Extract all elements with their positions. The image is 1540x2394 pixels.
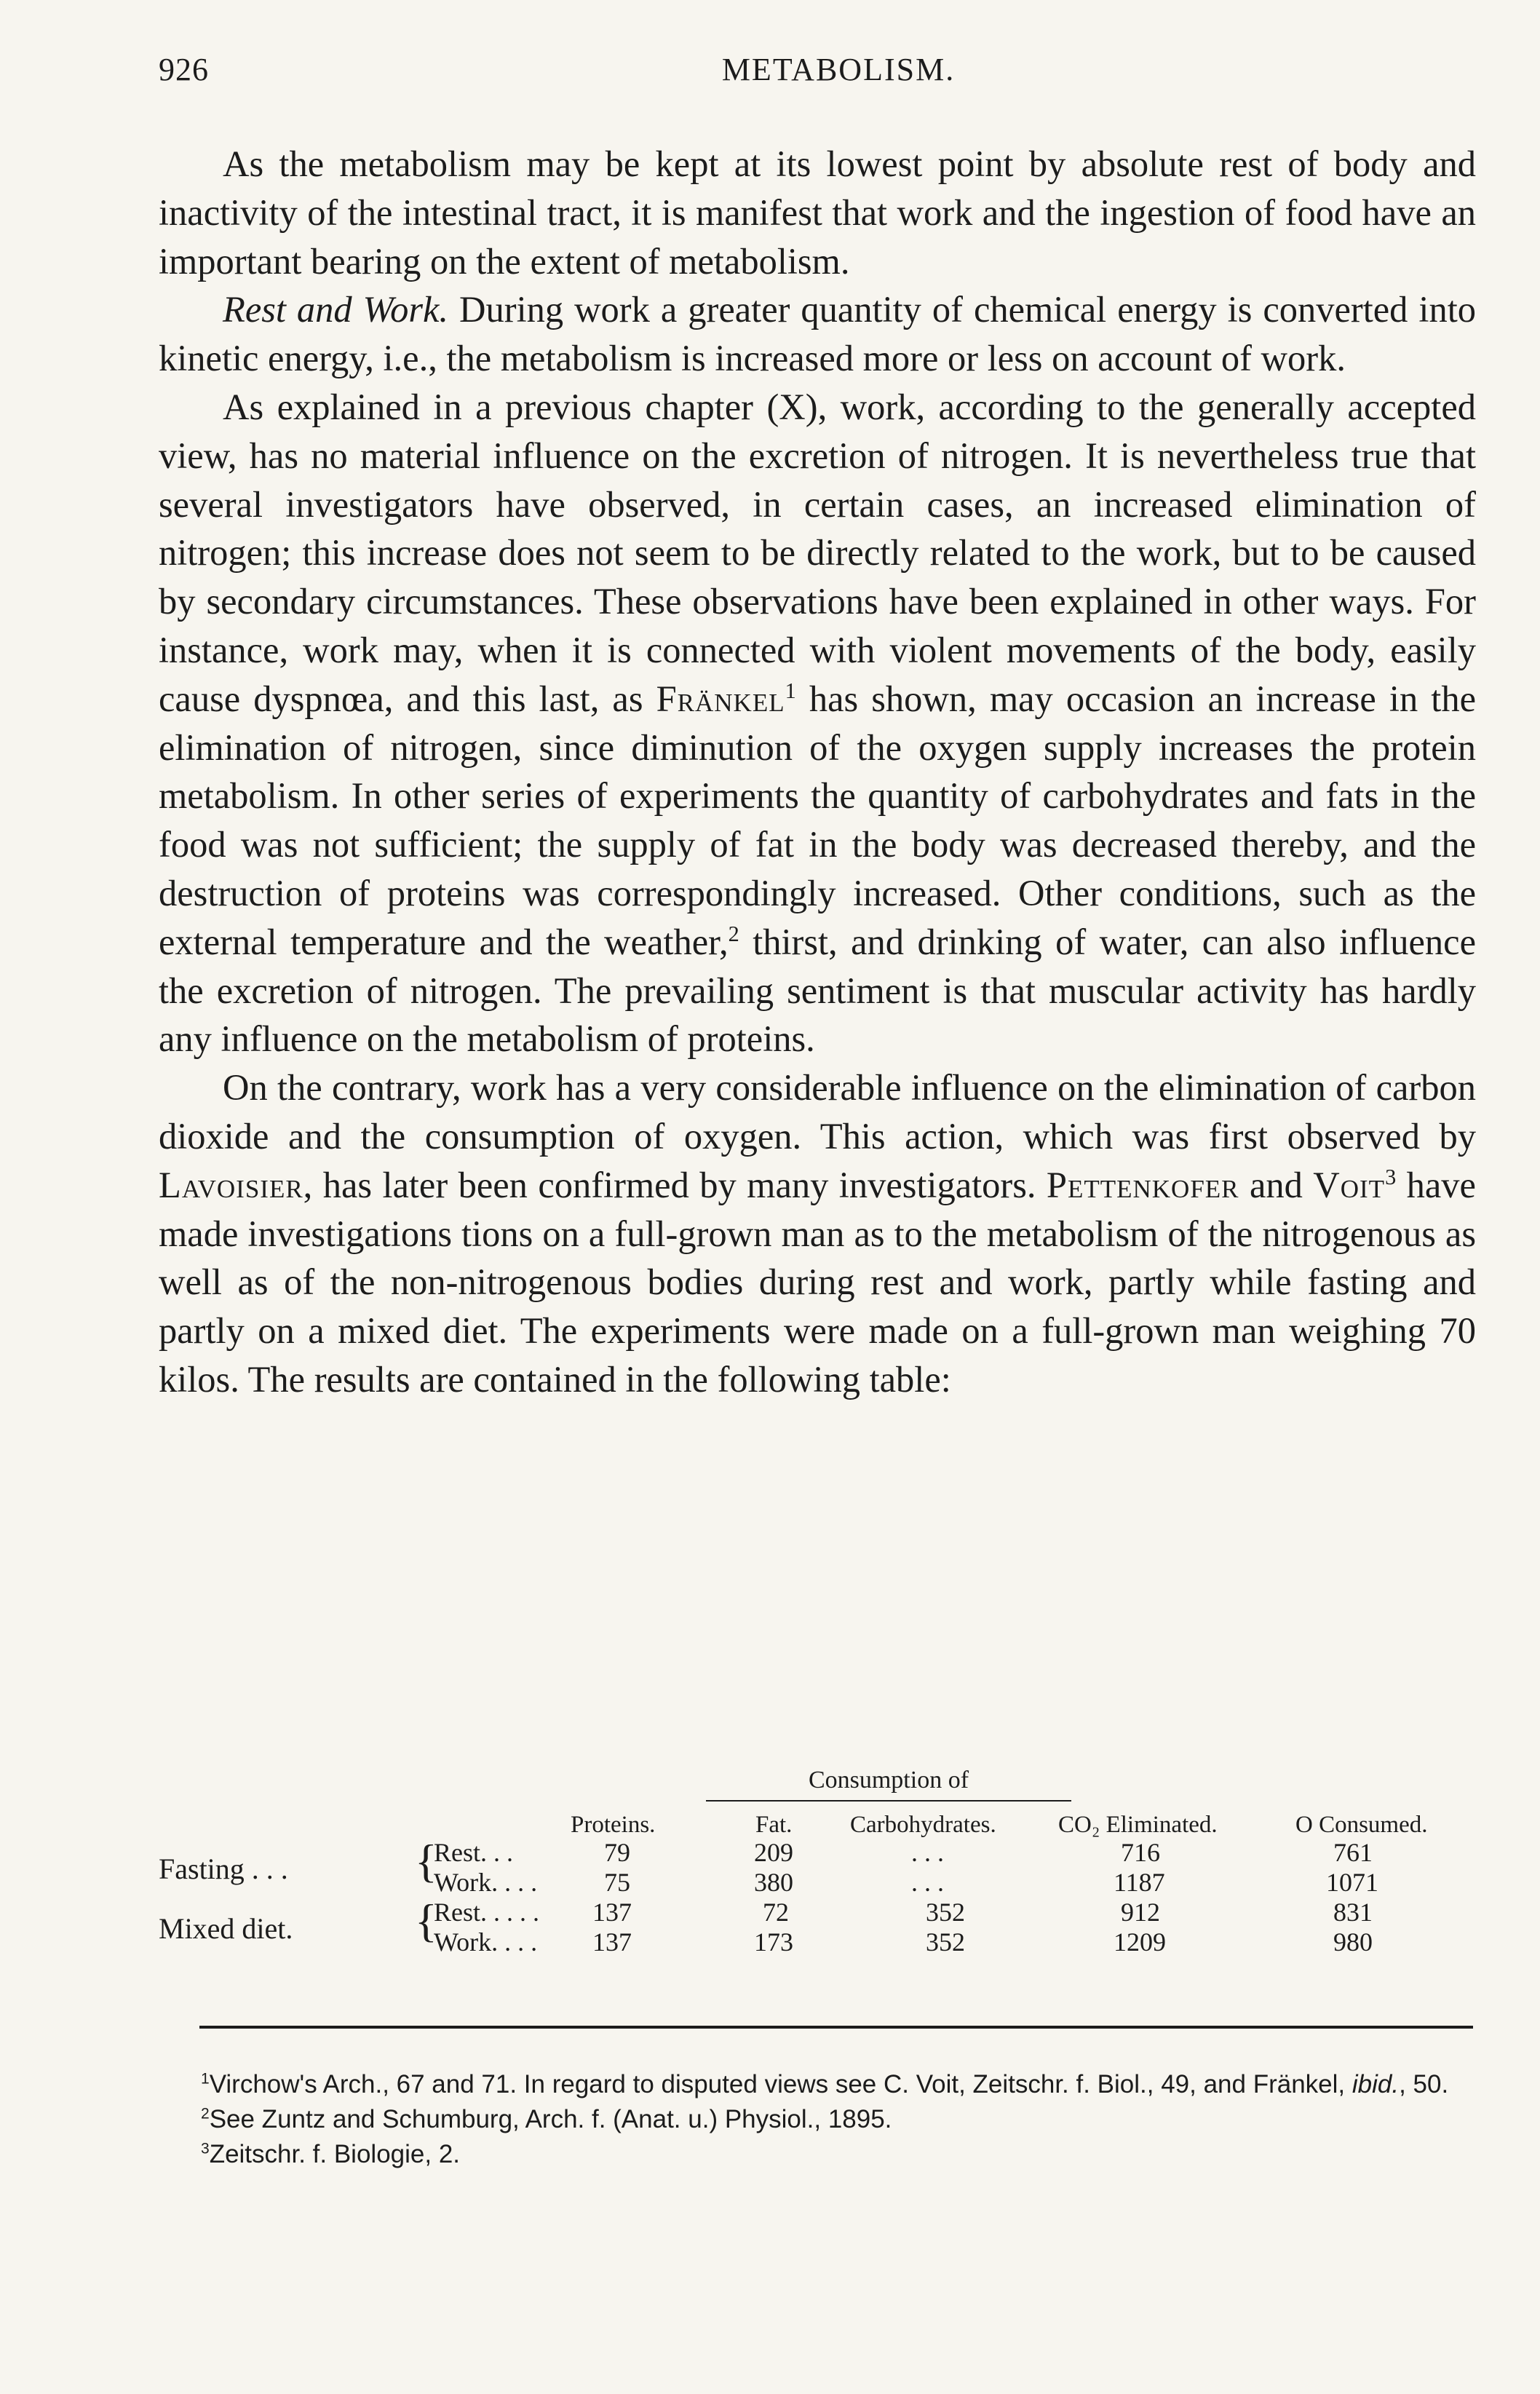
text: and	[1239, 1164, 1314, 1205]
column-header-co2: CO₂ Eliminated.	[1058, 1812, 1218, 1838]
cell-proteins: 79	[604, 1838, 630, 1867]
column-header-fat: Fat.	[755, 1812, 793, 1838]
cell-fat: 173	[754, 1927, 793, 1957]
footnote-number: 3	[201, 2140, 210, 2157]
column-header-carbohydrates: Carbohydrates.	[850, 1812, 996, 1838]
cell-co2: 1187	[1114, 1868, 1165, 1897]
text: Zeitschr. f. Biologie, 2.	[209, 2140, 461, 2168]
body-text	[159, 140, 1476, 1404]
footnote-ref: 2	[728, 921, 739, 946]
text: ibid.	[1352, 2070, 1400, 2098]
section-heading: Rest and Work.	[223, 289, 449, 330]
page-number: 926	[159, 52, 209, 87]
cell-co2: 1209	[1114, 1927, 1166, 1957]
page-header	[159, 51, 1431, 102]
cell-fat: 72	[763, 1898, 789, 1927]
cell-o2: 761	[1333, 1838, 1373, 1867]
cell-o2: 1071	[1326, 1868, 1378, 1897]
footnote	[159, 2137, 1476, 2172]
row-condition: Work. . . .	[434, 1927, 538, 1957]
cell-fat: 209	[754, 1838, 793, 1867]
footnote-ref: 3	[1385, 1164, 1397, 1189]
cell-proteins: 75	[604, 1868, 630, 1897]
brace: {	[415, 1895, 437, 1946]
author-name: Lavoisier	[159, 1164, 303, 1205]
cell-o2: 980	[1333, 1927, 1373, 1957]
cell-carbohydrates: 352	[926, 1927, 965, 1957]
text: On the contrary, work has a very considerable influence on the elimination of carbon dioxide and the consumption of oxygen. This action, which was first observed by	[159, 1067, 1476, 1157]
paragraph	[159, 1063, 1476, 1404]
row-condition: Work. . . .	[434, 1868, 538, 1897]
text: thirst, and drinking of water, can also influence the excretion of nitrogen. The prevailing sentiment is that muscular activity has hardly any influence on the metabolism of proteins.	[159, 921, 1477, 1060]
cell-co2: 912	[1121, 1898, 1160, 1927]
cell-carbohydrates: . . .	[911, 1838, 944, 1867]
text: As explained in a previous chapter (X), work, according to the generally accepted view, has no material influence on the excretion of nitrogen. It is nevertheless true that several investigators have observed, in certain cases, an increased elimination of nitrogen; this increase does not seem to be directly related to the work, but to be caused by secondary circumstances. These observations have been explained in other ways. For instance, work may, when it is connected with violent movements of the body, easily cause dyspnœa, and this last, as	[159, 386, 1476, 719]
cell-carbohydrates: . . .	[911, 1868, 944, 1897]
author-name: Voit	[1313, 1164, 1386, 1205]
column-header-proteins: Proteins.	[571, 1812, 656, 1838]
paragraph	[159, 140, 1476, 285]
footnote-number: 2	[201, 2105, 210, 2123]
footnote-rule	[199, 2026, 1473, 2029]
text: Virchow's Arch., 67 and 71. In regard to disputed views see C. Voit, Zeitschr. f. Biol., 49, and Fränkel,	[209, 2070, 1352, 2098]
author-name: Pettenkofer	[1046, 1164, 1239, 1205]
cell-fat: 380	[754, 1868, 793, 1897]
cell-co2: 716	[1121, 1838, 1160, 1867]
text: See Zuntz and Schumburg, Arch. f. (Anat. u.) Physiol., 1895.	[209, 2105, 892, 2133]
footnote	[159, 2067, 1476, 2102]
group-label-fasting: Fasting . . .	[159, 1852, 288, 1885]
text: During work a greater quantity of chemical energy is converted into kinetic energy, i.e., the metabolism is increased more or less on account of work.	[159, 289, 1476, 379]
cell-carbohydrates: 352	[926, 1898, 965, 1927]
consumption-label: Consumption of	[808, 1767, 969, 1793]
row-condition: Rest. . .	[434, 1838, 514, 1867]
footnote-ref: 1	[785, 678, 796, 703]
metabolism-table	[159, 1765, 1498, 1983]
text: As the metabolism may be kept at its lowest point by absolute rest of body and inactivity of the intestinal tract, it is manifest that work and the ingestion of food have an important bearing on the extent of metabolism.	[159, 143, 1476, 282]
cell-proteins: 137	[592, 1898, 632, 1927]
text: has shown, may occasion an increase in the elimination of nitrogen, since diminution of the oxygen supply increases the protein metabolism. In other series of experiments the quantity of carbohydrates and fats in the food was not sufficient; the supply of fat in the body was decreased thereby, and the destruction of proteins was correspondingly increased. Other conditions, such as the external temperature and the weather,	[159, 678, 1476, 962]
group-label-mixed-diet: Mixed diet.	[159, 1912, 293, 1945]
header-rule	[706, 1800, 1071, 1802]
running-title: METABOLISM.	[721, 52, 956, 87]
paragraph	[159, 285, 1476, 383]
cell-proteins: 137	[592, 1927, 632, 1957]
text: , has later been confirmed by many investigators.	[303, 1164, 1047, 1205]
row-condition: Rest. . . . .	[434, 1898, 540, 1927]
brace: {	[415, 1835, 437, 1887]
text: , 50.	[1399, 2070, 1449, 2098]
footnote-number: 1	[201, 2070, 210, 2088]
text: have made investigations tions on a full-grown man as to the metabolism of the nitrogenous as well as of the non-nitrogenous bodies during rest and work, partly while fasting and partly on a mixed diet. The experiments were made on a full-grown man weighing 70 kilos. The results are contained in the following table:	[159, 1164, 1476, 1400]
author-name: Fränkel	[656, 678, 785, 719]
column-header-o2: O Consumed.	[1295, 1812, 1428, 1838]
cell-o2: 831	[1333, 1898, 1373, 1927]
footnotes	[159, 2067, 1476, 2172]
footnote	[159, 2102, 1476, 2137]
paragraph	[159, 383, 1476, 1063]
